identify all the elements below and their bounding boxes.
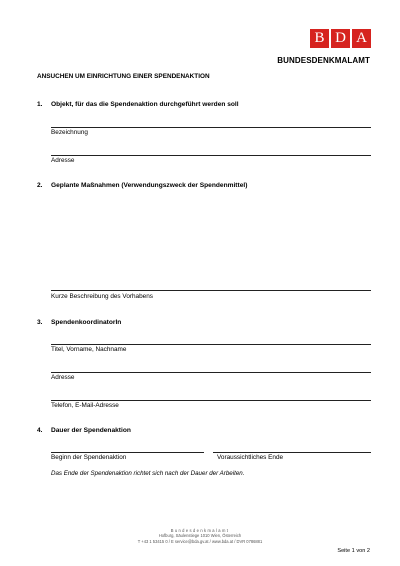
section-number: 3. [37, 319, 43, 326]
org-name: BUNDESDENKMALAMT [277, 56, 370, 65]
section-2-heading [37, 182, 247, 189]
footer-contact: T +43 1 53415 0 / E service@bda.gv.at / www.bda.at / DVR 0786881 [137, 538, 263, 544]
field-label-beschreibung: Kurze Beschreibung des Vorhabens [51, 293, 153, 300]
field-label-beginn: Beginn der Spendenaktion [51, 454, 127, 461]
field-label-bezeichnung: Bezeichnung [51, 129, 88, 136]
page-footer [0, 528, 400, 544]
field-label-kontakt: Telefon, E-Mail-Adresse [51, 402, 119, 409]
section-title: Objekt, für das die Spendenaktion durchgeführt werden soll [51, 101, 239, 108]
section-title: Dauer der Spendenaktion [51, 427, 131, 434]
field-label-adresse-koordinator: Adresse [51, 374, 75, 381]
field-label-adresse-objekt: Adresse [51, 157, 75, 164]
field-line-beginn[interactable] [51, 452, 204, 453]
field-line-adresse-koordinator[interactable] [51, 372, 371, 373]
section-number: 2. [37, 182, 43, 189]
field-line-adresse-objekt[interactable] [51, 155, 371, 156]
field-line-name[interactable] [51, 344, 371, 345]
section-number: 4. [37, 427, 43, 434]
footer-org: Bundesdenkmalamt [170, 528, 230, 533]
section-3-heading [37, 319, 121, 326]
page-number: Seite 1 von 2 [337, 548, 370, 554]
section-1-heading [37, 101, 239, 108]
field-label-ende: Voraussichtliches Ende [217, 454, 284, 461]
section-4-heading [37, 427, 131, 434]
logo-letter-b: B [310, 29, 329, 48]
logo-letter-a: A [352, 29, 371, 48]
section-number: 1. [37, 101, 43, 108]
section-title: Geplante Maßnahmen (Verwendungszweck der Spendenmittel) [51, 182, 248, 189]
field-line-ende[interactable] [213, 452, 371, 453]
section-title: SpendenkoordinatorIn [51, 319, 122, 326]
footer-address: Hofburg, Säulenstiege 1010 Wien, Österreich [158, 533, 242, 539]
logo-letter-d: D [331, 29, 350, 48]
field-line-bezeichnung[interactable] [51, 127, 371, 128]
duration-note: Das Ende der Spendenaktion richtet sich nach der Dauer der Arbeiten. [51, 470, 245, 477]
field-label-name: Titel, Vorname, Nachname [51, 346, 127, 353]
field-line-beschreibung[interactable] [51, 290, 371, 291]
form-title: ANSUCHEN UM EINRICHTUNG EINER SPENDENAKTION [37, 73, 210, 80]
field-line-kontakt[interactable] [51, 400, 371, 401]
bda-logo [310, 29, 371, 48]
